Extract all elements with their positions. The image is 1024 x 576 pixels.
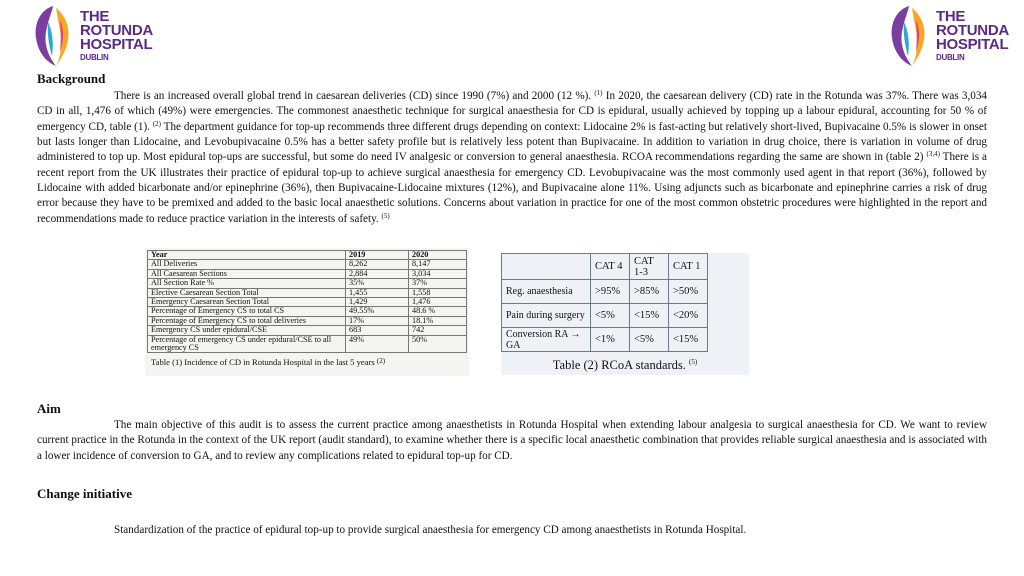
table1-cell: 18.1% [409, 316, 467, 325]
rotunda-emblem-icon [30, 2, 76, 70]
table1-cell: Emergency CS under epidural/CSE [148, 326, 346, 335]
table1-row [148, 307, 467, 316]
table1-cell: 742 [409, 326, 467, 335]
table1-row [148, 326, 467, 335]
table1-cell: 8,147 [409, 260, 467, 269]
table1-row [148, 260, 467, 269]
table2-row [502, 280, 708, 304]
table2-header-cell [502, 254, 591, 280]
table1-cell: 2020 [409, 251, 467, 260]
table2-caption: Table (2) RCoA standards. $^{(5)}$ [552, 358, 698, 372]
table2-cell: >95% [591, 280, 630, 304]
aim-heading: Aim [37, 401, 61, 416]
table2-cell: Reg. anaesthesia [502, 280, 591, 304]
table1-cell: 2019 [346, 251, 409, 260]
table2-cell: <5% [591, 304, 630, 328]
background-heading: Background [37, 71, 106, 86]
table1-cell: 2,884 [346, 269, 409, 278]
table1-cell: All Caesarean Sections [148, 269, 346, 278]
aim-paragraph: The main objective of this audit is to assess the current practice among anaesthetists in Rotunda Hospital when extending labour analgesia to surgical anaesthesia for CD. We want to review current practice in the Rotunda in the context of the UK report (audit standard), to examine whether there is a specific local anaesthetic combination that provides reliable surgical anaesthesia and is associated with a lower incidence of conversion to GA, and to review any complications related to epidural top-up for CD. [37, 419, 987, 462]
table1-cell: 8,262 [346, 260, 409, 269]
rotunda-logo-right [886, 2, 1009, 72]
table2-cell: <1% [591, 328, 630, 352]
table2-cell: <5% [630, 328, 669, 352]
table1-cell: 48.6 % [409, 307, 467, 316]
table2-row [502, 328, 708, 352]
table2-row [502, 304, 708, 328]
table2-header-cell: CAT 1-3 [630, 254, 669, 280]
table1-cell: Percentage of Emergency CS to total deliveries [148, 316, 346, 325]
table1-row [148, 279, 467, 288]
table1-caption: Table (1) Incidence of CD in Rotunda Hospital in the last 5 years $^{(2)}$ [151, 357, 386, 368]
rotunda-emblem-icon [886, 2, 932, 70]
table1-cell: Year [148, 251, 346, 260]
table1-figure [145, 248, 469, 376]
table2-cell: >50% [669, 280, 708, 304]
table1-cell: 1,558 [409, 288, 467, 297]
table2 [501, 253, 708, 352]
table2-figure [501, 253, 749, 375]
table1-cell: Percentage of emergency CS under epidural/CSE to all emergency CS [148, 335, 346, 353]
table2-cell: Pain during surgery [502, 304, 591, 328]
background-paragraph: There is an increased overall global trend in caesarean deliveries (CD) since 1990 (7%) and 2000 (12 %). $^{(1)}$ In 2020, the caesarean delivery (CD) rate in the Rotunda was 37%. There was 3,034 CD in all, 1,476 of which (49%) were emergencies. The commonest anaesthetic technique for surgical anaesthesia for CD is epidural, usually achieved by topping up a labour epidural, accounting for 50 % of emergency CD, table (1). $^{(2)}$ The department guidance for top-up recommends three different drugs depending on context: Lidocaine 2% is fast-acting but relatively short-lived, Bupivacaine 0.5% is slower in onset but lasts longer than Lidocaine, and Levobupivacaine 0.5% has a better safety profile but is relatively less potent than Bupivacaine. In addition to variation in drug choice, there is variation in volume of drug administered to top up. Most epidural top-ups are successful, but some do need IV analgesic or conversion to general anaesthesia. RCOA recommendations regarding the same are shown in (table 2) $^{(3,4)}$ There is a recent report from the UK illustrates their practice of epidural top-up to achieve surgical anaesthesia for emergency CD. Levobupivacaine was the most commonly used agent in that report (36%), followed by Lidocaine with added bicarbonate and/or epinephrine (36%), then Bupivacaine-Lidocaine mixtures (12%), and Bupivacaine alone 11%. Using adjuncts such as bicarbonate and epinephrine carries a risk of drug error because they have to be premixed and added to the basic local anaesthetic solutions. Concerns about variation in practice for one of the most common obstetric procedures were highlighted in the report and recommendations made to reduce practice variation in the interests of safety. $^{(5)}$ [37, 89, 987, 225]
table1-cell: 1,429 [346, 298, 409, 307]
table1-cell: Emergency Caesarean Section Total [148, 298, 346, 307]
table1-cell: All Section Rate % [148, 279, 346, 288]
table1-cell: 17% [346, 316, 409, 325]
table2-cell: <20% [669, 304, 708, 328]
table2-cell: <15% [669, 328, 708, 352]
change-initiative-heading: Change initiative [37, 486, 132, 501]
table1-cell: 49% [346, 335, 409, 353]
table1-cell: 35% [346, 279, 409, 288]
table1-cell: 37% [409, 279, 467, 288]
table2-header-cell: CAT 1 [669, 254, 708, 280]
table1 [147, 250, 467, 353]
table1-cell: Elective Caesarean Section Total [148, 288, 346, 297]
table2-cell: <15% [630, 304, 669, 328]
table2-cell: Conversion RA → GA [502, 328, 591, 352]
table1-cell: 1,476 [409, 298, 467, 307]
table2-cell: >85% [630, 280, 669, 304]
table2-header-cell: CAT 4 [591, 254, 630, 280]
table1-cell: 49.55% [346, 307, 409, 316]
table1-cell: Percentage of Emergency CS to total CS [148, 307, 346, 316]
logo-wordmark: THE ROTUNDA HOSPITAL DUBLIN [936, 8, 1009, 62]
table1-cell: 1,455 [346, 288, 409, 297]
table1-cell: All Deliveries [148, 260, 346, 269]
table1-cell: 50% [409, 335, 467, 353]
table2-header-row [502, 254, 708, 280]
table1-row [148, 335, 467, 353]
table1-cell: 3,034 [409, 269, 467, 278]
rotunda-logo-left [30, 2, 153, 72]
logo-wordmark: THE ROTUNDA HOSPITAL DUBLIN [80, 8, 153, 62]
change-initiative-paragraph: Standardization of the practice of epidural top-up to provide surgical anaesthesia for emergency CD among anaesthetists in Rotunda Hospital. [114, 524, 747, 536]
table1-cell: 683 [346, 326, 409, 335]
